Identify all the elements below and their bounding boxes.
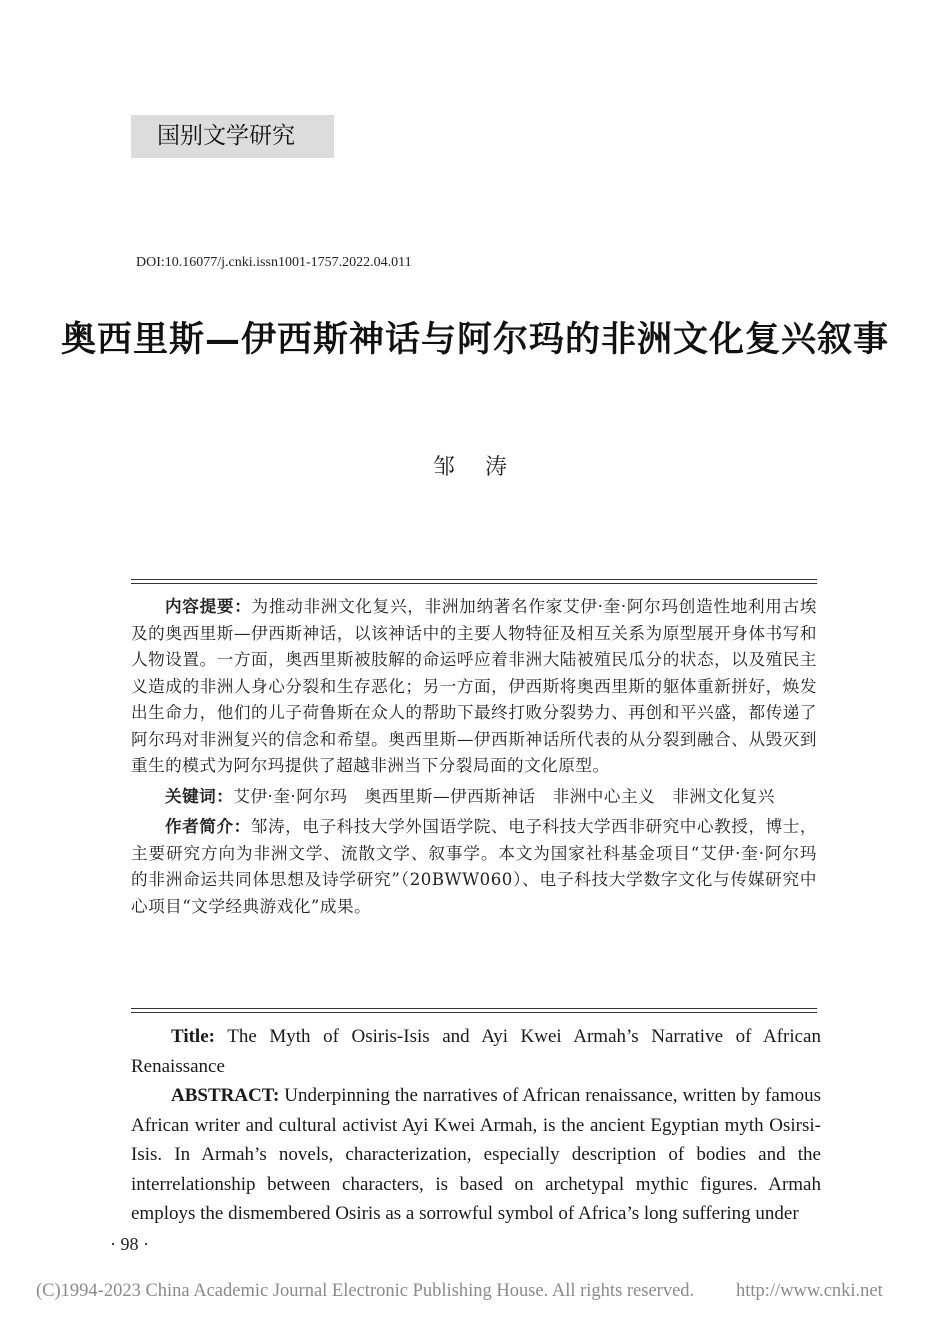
author-name: 邹涛 (432, 455, 537, 480)
keywords-paragraph (131, 784, 817, 811)
footer-copyright: (C)1994-2023 China Academic Journal Electronic Publishing House. All rights reserved. (36, 1281, 695, 1301)
keywords-label: 关键词： (165, 786, 234, 806)
article-title: 奥西里斯—伊西斯神话与阿尔玛的非洲文化复兴叙事 (60, 319, 889, 360)
abstract-label: 内容提要： (165, 597, 252, 616)
abstract-paragraph (131, 594, 817, 780)
english-title-text: The Myth of Osiris-Isis and Ayi Kwei Armah’s Narrative of African Renaissance (131, 1026, 821, 1077)
english-abstract-text: Underpinning the narratives of African renaissance, written by famous African writer and cultural activist Ayi Kwei Armah, is the ancient Egyptian myth Osirsi-Isis. In Armah’s novels, characterization, especially description of bodies and the interrelationship between characters, is based on archetypal mythic figures. Armah employs the dismembered Osiris as a sorrowful symbol of Africa’s long suffering under (131, 1085, 821, 1224)
author-intro-paragraph (131, 814, 817, 920)
keywords-text: 艾伊·奎·阿尔玛 奥西里斯—伊西斯神话 非洲中心主义 非洲文化复兴 (233, 786, 775, 806)
english-abstract-paragraph (131, 1081, 821, 1229)
top-double-rule (131, 579, 817, 584)
chinese-abstract-block (131, 594, 817, 920)
footer-url[interactable]: http://www.cnki.net (736, 1281, 883, 1301)
author-intro-text: 邹涛，电子科技大学外国语学院、电子科技大学西非研究中心教授，博士，主要研究方向为非洲文学、流散文学、叙事学。本文为国家社科基金项目“艾伊·奎·阿尔玛的非洲命运共同体思想及诗学研究”（20BWW060）、电子科技大学数字文化与传媒研究中心项目“文学经典游戏化”成果。 (131, 817, 818, 916)
doi-line: DOI:10.16077/j.cnki.issn1001-1757.2022.04.011 (136, 255, 412, 270)
english-abstract-block (131, 1022, 821, 1229)
english-abstract-label: ABSTRACT: (171, 1085, 280, 1106)
page-number: · 98 · (110, 1234, 149, 1254)
abstract-text: 为推动非洲文化复兴，非洲加纳著名作家艾伊·奎·阿尔玛创造性地利用古埃及的奥西里斯—伊西斯神话，以该神话中的主要人物特征及相互关系为原型展开身体书写和人物设置。一方面，奥西里斯被肢解的命运呼应着非洲大陆被殖民瓜分的状态，以及殖民主义造成的非洲人身心分裂和生存恶化；另一方面，伊西斯将奥西里斯的躯体重新拼好，焕发出生命力，他们的儿子荷鲁斯在众人的帮助下最终打败分裂势力、再创和平兴盛，都传递了阿尔玛对非洲复兴的信念和希望。奥西里斯—伊西斯神话所代表的从分裂到融合、从毁灭到重生的模式为阿尔玛提供了超越非洲当下分裂局面的文化原型。 (131, 597, 817, 775)
english-title-label: Title: (171, 1026, 215, 1047)
english-title-paragraph (131, 1022, 821, 1081)
author-intro-label: 作者简介： (165, 817, 251, 836)
footer (36, 1281, 916, 1302)
bottom-double-rule (131, 1008, 817, 1013)
section-tag: 国别文学研究 (131, 115, 334, 158)
